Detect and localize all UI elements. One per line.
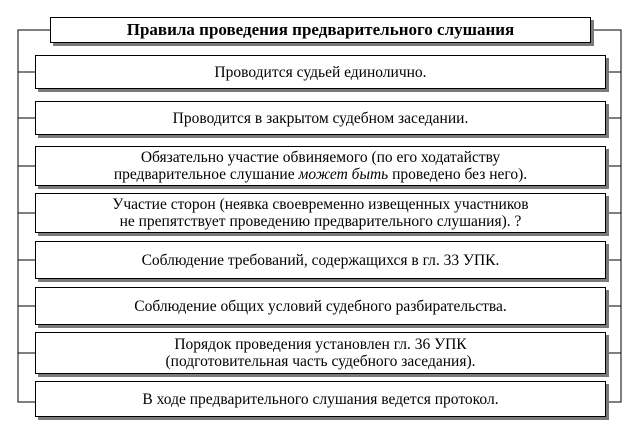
rule-7-line-2: (подготовительная часть судебного заседания). — [165, 353, 476, 370]
rule-box-5 — [35, 241, 606, 279]
rule-box-1 — [35, 55, 606, 89]
rule-3-line-1: Обязательно участие обвиняемого (по его ходатайству — [140, 149, 501, 166]
rule-box-4 — [35, 193, 606, 233]
rule-5-line-1: Соблюдение требований, содержащихся в гл. 33 УПК. — [141, 251, 500, 269]
rule-3-line-2 — [114, 166, 527, 183]
rule-box-8 — [35, 381, 606, 417]
rule-1-line-1: Проводится судьей единолично. — [214, 63, 427, 81]
rule-3-emphasis: может быть — [298, 166, 389, 183]
rule-4-line-1: Участие сторон (неявка своевременно извещенных участников — [112, 196, 529, 213]
rule-box-3 — [35, 146, 606, 186]
rule-box-6 — [35, 287, 606, 325]
rule-2-line-1: Проводится в закрытом судебном заседании. — [172, 109, 469, 127]
rule-box-7 — [35, 332, 606, 374]
rule-box-2 — [35, 101, 606, 135]
rule-7-line-1: Порядок проведения установлен гл. 36 УПК — [174, 336, 467, 353]
rule-3-line-2-end: проведено без него). — [388, 166, 528, 183]
rule-3-line-2-start: предварительное слушание — [113, 166, 299, 183]
rule-6-line-1: Соблюдение общих условий судебного разбирательства. — [134, 297, 507, 315]
rule-4-line-2: не препятствует проведению предварительного слушания). ? — [119, 213, 522, 230]
rule-8-line-1: В ходе предварительного слушания ведется протокол. — [142, 390, 499, 408]
diagram-title: Правила проведения предварительного слушания — [50, 17, 591, 43]
